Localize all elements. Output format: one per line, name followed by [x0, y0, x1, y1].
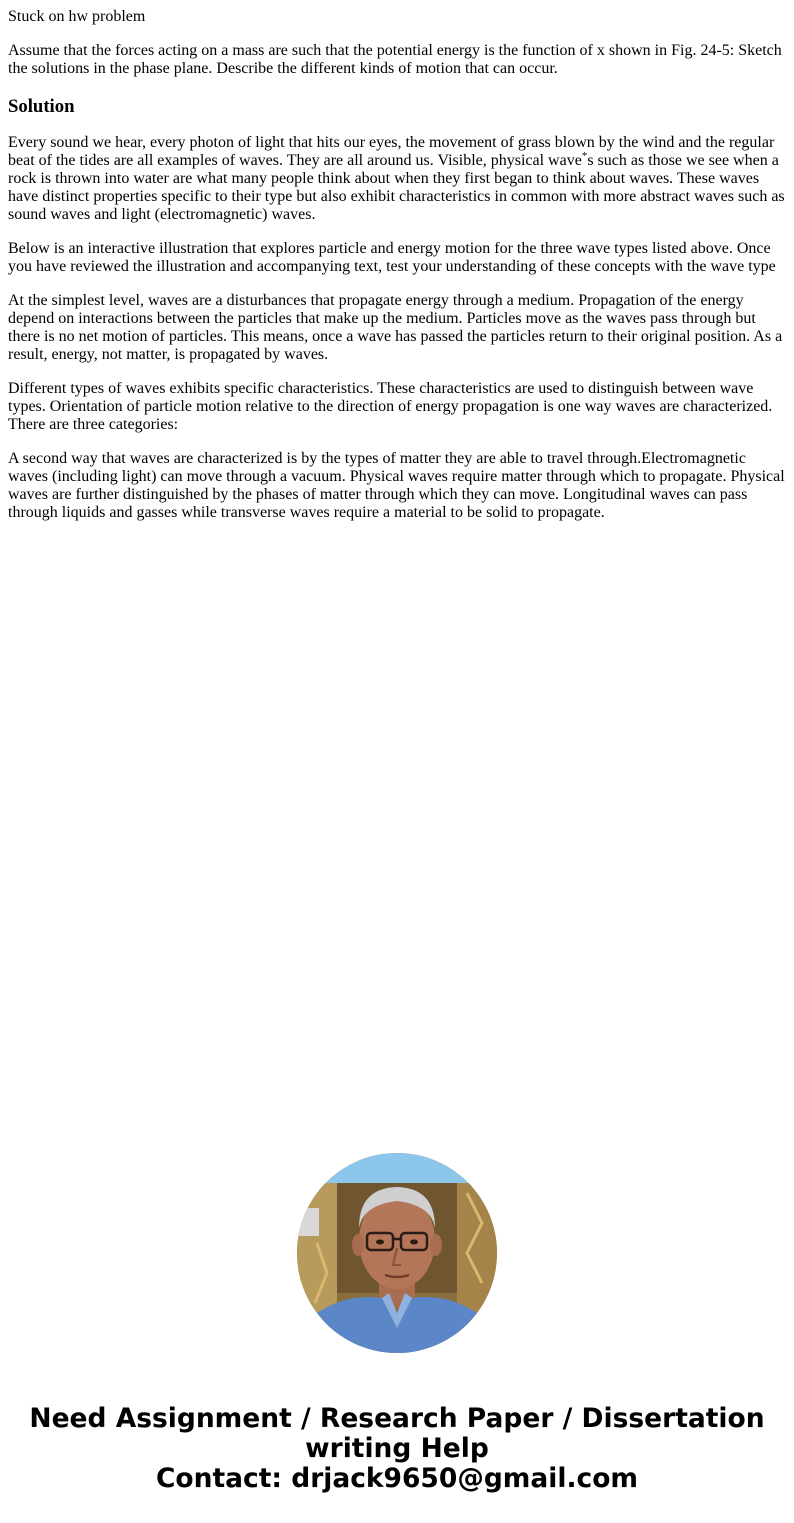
contact-line-1: Need Assignment / Research Paper / Dissertation	[29, 1403, 765, 1434]
solution-paragraph-2: Below is an interactive illustration that explores particle and energy motion for the three wave types listed above. Once you have reviewed the illustration and accompanying text, test your understanding of these concepts with the wave type	[8, 240, 776, 275]
question-text: Assume that the forces acting on a mass are such that the potential energy is the function of x shown in Fig. 24-5: Sketch the solutions in the phase plane. Describe the different kinds of motion that can occur.	[8, 42, 782, 77]
solution-paragraph-4: Different types of waves exhibits specific characteristics. These characteristics are used to distinguish between wave types. Orientation of particle motion relative to the direction of energy propagation is one way waves are characterized. There are three categories:	[8, 380, 773, 433]
question-title: Stuck on hw problem	[8, 8, 146, 25]
solution-paragraph-5: A second way that waves are characterized is by the types of matter they are able to travel through.Electromagnetic waves (including light) can move through a vacuum. Physical waves require matter through which to propagate. Physical waves are further distinguished by the phases of matter through which they can move. Longitudinal waves can pass through liquids and gasses while transverse waves require a material to be solid to propagate.	[8, 450, 785, 521]
contact-banner	[0, 1404, 794, 1494]
paragraph-1-start: Every sound we hear, every photon of light that hits our eyes, the movement of grass blown by the wind and the regular beat of the tides are all examples of waves. They are all around us. Visible, physical wave	[8, 134, 775, 169]
contact-line-2: writing Help	[305, 1433, 489, 1464]
author-avatar	[297, 1153, 497, 1353]
footnote-marker: *	[581, 150, 588, 162]
solution-paragraph-3: At the simplest level, waves are a disturbances that propagate energy through a medium. Propagation of the energy depend on interactions between the particles that make up the medium. Particles move as the waves pass through but there is no net motion of particles. This means, once a wave has passed the particles return to their original position. As a result, energy, not matter, is propagated by waves.	[8, 292, 783, 363]
article	[8, 8, 786, 538]
solution-paragraph-1	[8, 134, 786, 224]
paragraph-1-end: s such as those we see when a rock is thrown into water are what many people think about when they first began to think about waves. These waves have distinct properties specific to their type but also exhibit characteristics in common with more abstract waves such as sound waves and light (electromagnetic) waves.	[8, 152, 785, 223]
contact-email: Contact: drjack9650@gmail.com	[155, 1463, 639, 1494]
solution-heading: Solution	[8, 96, 75, 117]
